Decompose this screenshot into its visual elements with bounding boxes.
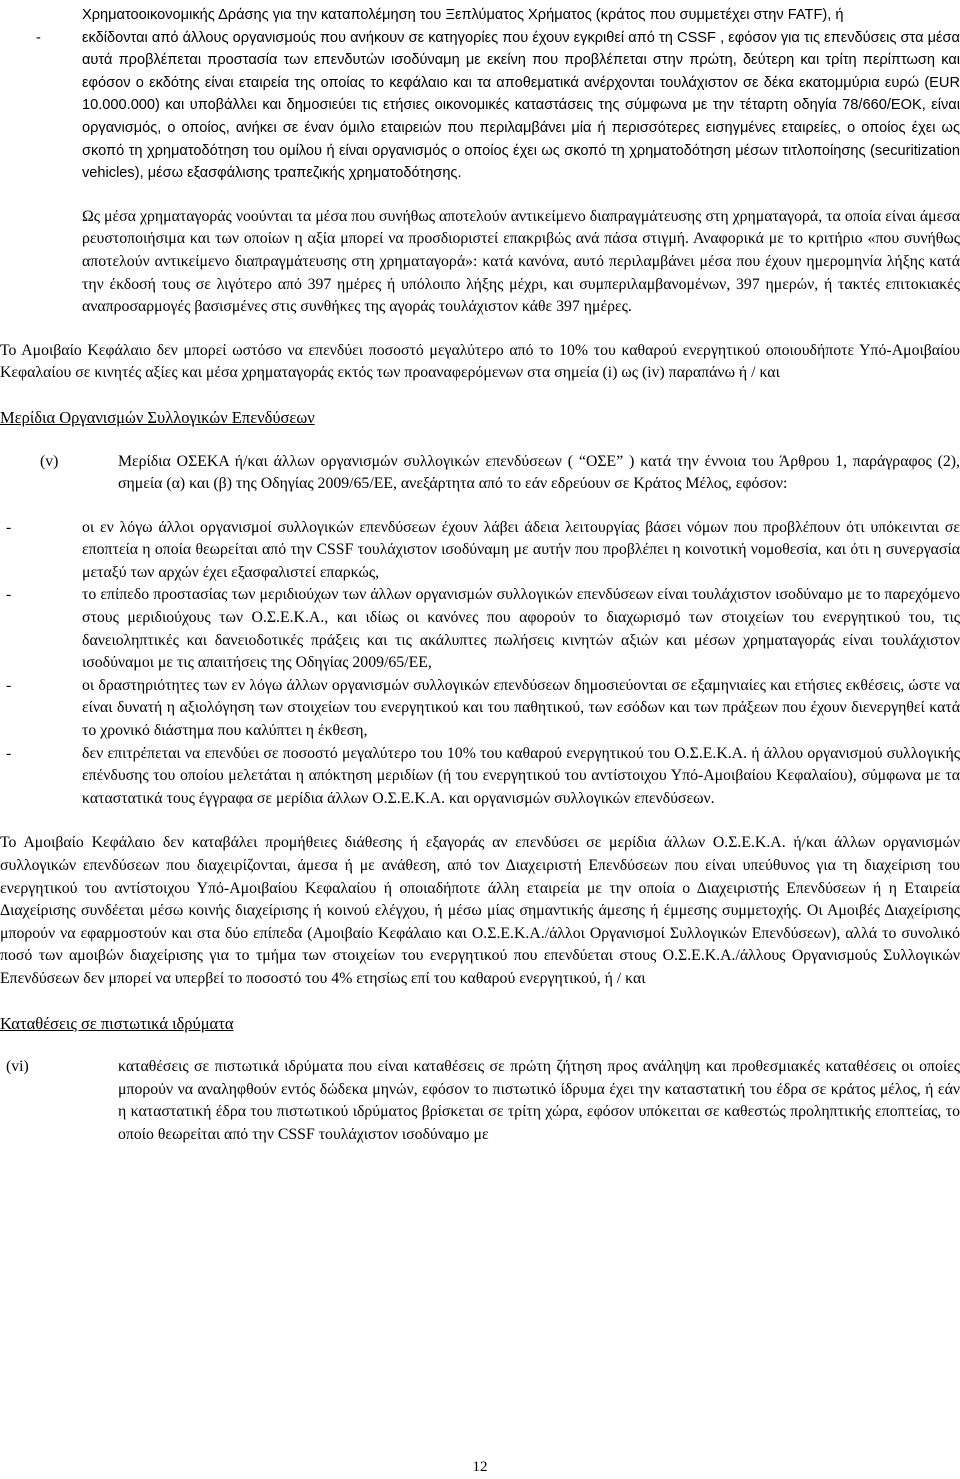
- paragraph-fees-no-commission: Το Αμοιβαίο Κεφάλαιο δεν καταβάλει προμήθειες διάθεσης ή εξαγοράς αν επενδύσει σε μερίδια άλλων Ο.Σ.Ε.Κ.Α. ή/και άλλων οργανισμών συλλογικών επενδύσεων που διαχειρίζονται, άμεσα ή με ανάθεση, από τον Διαχειριστή Επενδύσεων που είναι υπεύθυνος για τη διαχείριση του ενεργητικού του αντίστοιχου Υπό-Αμοιβαίου Κεφαλαίου ή οποιαδήποτε άλλη εταιρεία με την οποία ο Διαχειριστής Επενδύσεων ή η Εταιρεία Διαχείρισης συνδέεται μέσω κοινής διαχείρισης ή κοινού ελέγχου, ή μέσω μίας σημαντικής άμεσης ή έμμεσης συμμετοχής. Οι Αμοιβές Διαχείρισης μπορούν να εφαρμοστούν και στα δύο επίπεδα (Αμοιβαίο Κεφάλαιο και Ο.Σ.Ε.Κ.Α./άλλοι Οργανισμοί Συλλογικών Επενδύσεων), αλλά το συνολικό ποσό των αμοιβών διαχείρισης για το τμήμα των στοιχείων του ενεργητικού που επενδύεται στους Ο.Σ.Ε.Κ.Α./άλλους Οργανισμούς Συλλογικών Επενδύσεων δεν μπορεί να υπερβεί το ποσοστό του 4% ετησίως επί του καθαρού ενεργητικού, ή / και: [0, 834, 960, 987]
- list-item-text: οι εν λόγω άλλοι οργανισμοί συλλογικών επενδύσεων έχουν λάβει άδεια λειτουργίας βάσει νόμων που προβλέπουν ότι υπόκεινται σε εποπτεία η οποία θεωρείται από την CSSF τουλάχιστον ισοδύναμη με αυτήν που προβλέπει η κοινοτική νομοθεσία, και ότι η συνεργασία μεταξύ των αρχών έχει εξασφαλιστεί επαρκώς,: [82, 518, 960, 581]
- list-marker: -: [36, 29, 41, 46]
- item-label: (v): [40, 452, 59, 470]
- list-marker: -: [6, 586, 12, 604]
- list-item-text: οι δραστηριότητες των εν λόγω άλλων οργανισμών συλλογικών επενδύσεων δημοσιεύονται σε εξαμηνιαίες και ετήσιες εκθέσεις, ώστε να είναι δυνατή η αξιολόγηση των στοιχείων του ενεργητικού και του παθητικού, των εσόδων και των πράξεων που έχουν διενεργηθεί κατά το χρονικό διάστημα που καλύπτει η έκθεση,: [82, 676, 960, 740]
- paragraph-ten-percent-limit: Το Αμοιβαίο Κεφάλαιο δεν μπορεί ωστόσο να επενδύει ποσοστό μεγαλύτερο από το 10% του καθαρού ενεργητικού οποιουδήποτε Υπό-Αμοιβαίου Κεφαλαίου σε κινητές αξίες και μέσα χρηματαγοράς εκτός των προαναφερόμενων στα σημεία (i) ως (iv) παραπάνω ή / και: [0, 341, 960, 382]
- list-item: [6, 675, 960, 743]
- item-text: καταθέσεις σε πιστωτικά ιδρύματα που είναι καταθέσεις σε πρώτη ζήτηση προς ανάληψη και προθεσμιακές καταθέσεις οι οποίες μπορούν να αναληφθούν εντός δώδεκα μηνών, εφόσον το πιστωτικό ίδρυμα έχει την καταστατική του έδρα σε κράτος μέλος, ή εάν η καταστατική έδρα του πιστωτικού ιδρύματος βρίσκεται σε τρίτη χώρα, εφόσον υπόκειται σε καθεστώς προληπτικής εποπτείας, το οποίο θεωρείται από την CSSF τουλάχιστον ισοδύναμο με: [118, 1058, 960, 1143]
- ucits-conditions-list: [0, 517, 960, 811]
- list-item: [6, 584, 960, 674]
- list-item-text: εκδίδονται από άλλους οργανισμούς που ανήκουν σε κατηγορίες που έχουν εγκριθεί από τη CSSF , εφόσον για τις επενδύσεις στα μέσα αυτά προβλέπεται προστασία των επενδυτών ισοδύναμη με εκείνη που προβλέπεται στην πρώτη, δεύτερη και τρίτη περίπτωση και εφόσον ο εκδότης είναι εταιρεία της οποίας το κεφάλαιο και τα αποθεματικά ανέρχονται τουλάχιστον σε δέκα εκατομμύρια ευρώ (EUR 10.000.000) και υποβάλλει και δημοσιεύει τις ετήσιες οικονομικές καταστάσεις της σύμφωνα με την τέταρτη οδηγία 78/660/ΕΟΚ, είναι οργανισμός, ο οποίος, ανήκει σε έναν όμιλο εταιρειών που περιλαμβάνει μία ή περισσότερες εισηγμένες εταιρείες, ο οποίος έχει ως σκοπό τη χρηματοδότηση του ομίλου ή είναι οργανισμός ο οποίος έχει ως σκοπό τη χρηματοδότηση μέσων τιτλοποίησης (securitization vehicles), μέσω εξασφάλισης τραπεζικής χρηματοδότησης.: [82, 29, 960, 182]
- section-heading-ucits: Μερίδια Οργανισμών Συλλογικών Επενδύσεων: [0, 407, 315, 427]
- item-text: Μερίδια ΟΣΕΚΑ ή/και άλλων οργανισμών συλλογικών επενδύσεων ( “ΟΣΕ” ) κατά την έννοια του Άρθρου 1, παράγραφος (2), σημεία (α) και (β) της Οδηγίας 2009/65/ΕΕ, ανεξάρτητα από το εάν εδρεύουν σε Κράτος Μέλος, εφόσον:: [118, 452, 960, 493]
- list-item-text: δεν επιτρέπεται να επενδύει σε ποσοστό μεγαλύτερο του 10% του καθαρού ενεργητικού του Ο.Σ.Ε.Κ.Α. ή άλλου οργανισμού συλλογικής επένδυσης του οποίου μελετάται η απόκτηση μεριδίων (ή του ενεργητικού του αντίστοιχου Υπό-Αμοιβαίου Κεφαλαίου), σύμφωνα με τα καταστατικά τους έγγραφα σε μερίδια άλλων Ο.Σ.Ε.Κ.Α. και οργανισμών συλλογικών επενδύσεων.: [82, 744, 960, 807]
- list-item-other-issuers: [36, 27, 960, 185]
- list-marker: -: [6, 518, 12, 536]
- paragraph-fatf-continuation: Χρηματοοικονομικής Δράσης για την καταπολέμηση του Ξεπλύματος Χρήματος (κράτος που συμμετέχει στην FATF), ή: [82, 7, 844, 23]
- paragraph-money-market-definition: Ως μέσα χρηματαγοράς νοούνται τα μέσα που συνήθως αποτελούν αντικείμενο διαπραγμάτευσης στη χρηματαγορά, τα οποία είναι άμεσα ρευστοποιήσιμα και των οποίων η αξία μπορεί να προσδιοριστεί επακριβώς ανά πάσα στιγμή. Αναφορικά με το κριτήριο «που συνήθως αποτελούν αντικείμενο διαπραγμάτευσης στη χρηματαγορά»: κατά κανόνα, αυτό περιλαμβάνει μέσα που έχουν ημερομηνία λήξης κατά την έκδοσή τους σε λιγότερο από 397 ημέρες ή υπόλοιπο λήξης μέχρι, και συμπεριλαμβανομένων, 397 ημερών, ή τακτές επιτοκιακές αναπροσαρμογές βασισμένες στις συνθήκες της αγοράς τουλάχιστον κάθε 397 ημέρες.: [82, 207, 960, 316]
- list-item-text: το επίπεδο προστασίας των μεριδιούχων των άλλων οργανισμών συλλογικών επενδύσεων είναι τουλάχιστον ισοδύναμο με το παρεχόμενο στους μεριδιούχους των Ο.Σ.Ε.Κ.Α., και ιδίως οι κανόνες που αφορούν το διαχωρισμό των στοιχείων του ενεργητικού του, τις δανειοληπτικές και δανειοδοτικές πράξεις και τις ακάλυπτες πωλήσεις κινητών αξιών και μέσων χρηματαγοράς είναι τουλάχιστον ισοδύναμοι με τις απαιτήσεις της Οδηγίας 2009/65/ΕΕ,: [82, 586, 960, 672]
- page-number: 12: [472, 1459, 488, 1475]
- numbered-item-vi: [0, 1056, 960, 1146]
- item-label: (vi): [6, 1058, 29, 1076]
- list-marker: -: [6, 676, 12, 694]
- section-heading-deposits: Καταθέσεις σε πιστωτικά ιδρύματα: [0, 1013, 234, 1033]
- list-item: [6, 517, 960, 585]
- list-item: [6, 743, 960, 811]
- numbered-item-v: [0, 451, 960, 496]
- list-marker: -: [6, 744, 12, 762]
